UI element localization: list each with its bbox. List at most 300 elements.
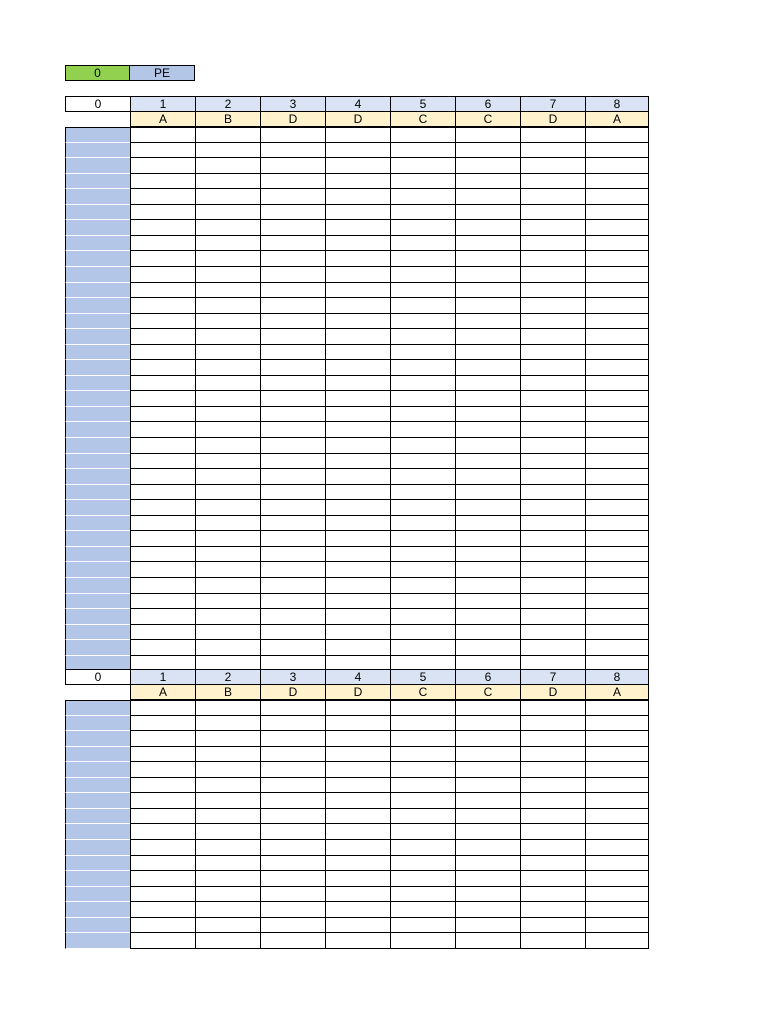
- student-answer-cell[interactable]: [455, 283, 520, 298]
- student-answer-cell[interactable]: [325, 933, 390, 949]
- student-answer-cell[interactable]: [130, 438, 195, 454]
- student-answer-cell[interactable]: [260, 189, 325, 205]
- answer-key-cell[interactable]: A: [585, 112, 649, 127]
- student-answer-cell[interactable]: [325, 329, 390, 345]
- student-answer-cell[interactable]: [260, 700, 325, 716]
- student-answer-cell[interactable]: [195, 143, 260, 158]
- student-answer-cell[interactable]: [195, 329, 260, 345]
- student-answer-cell[interactable]: [585, 516, 649, 531]
- student-answer-cell[interactable]: [520, 625, 585, 640]
- student-answer-cell[interactable]: [260, 454, 325, 469]
- student-answer-cell[interactable]: [325, 871, 390, 887]
- student-answer-cell[interactable]: [585, 578, 649, 594]
- student-answer-cell[interactable]: [325, 376, 390, 391]
- student-answer-cell[interactable]: [585, 824, 649, 840]
- student-answer-cell[interactable]: [390, 205, 455, 220]
- answer-key-cell[interactable]: D: [325, 685, 391, 700]
- question-number-cell[interactable]: 1: [130, 96, 196, 112]
- student-name-cell[interactable]: [65, 500, 130, 516]
- student-name-cell[interactable]: [65, 360, 130, 376]
- student-answer-cell[interactable]: [390, 747, 455, 762]
- student-answer-cell[interactable]: [260, 251, 325, 267]
- student-name-cell[interactable]: [65, 809, 130, 824]
- student-answer-cell[interactable]: [455, 902, 520, 918]
- student-answer-cell[interactable]: [325, 856, 390, 871]
- student-name-cell[interactable]: [65, 127, 130, 143]
- student-name-cell[interactable]: [65, 454, 130, 469]
- student-answer-cell[interactable]: [325, 454, 390, 469]
- student-answer-cell[interactable]: [585, 298, 649, 314]
- student-answer-cell[interactable]: [130, 840, 195, 856]
- student-answer-cell[interactable]: [585, 747, 649, 762]
- student-answer-cell[interactable]: [260, 391, 325, 407]
- corner-cell[interactable]: 0: [65, 669, 131, 685]
- student-answer-cell[interactable]: [325, 747, 390, 762]
- student-answer-cell[interactable]: [195, 762, 260, 778]
- student-name-cell[interactable]: [65, 902, 130, 918]
- student-answer-cell[interactable]: [585, 871, 649, 887]
- student-answer-cell[interactable]: [325, 251, 390, 267]
- student-name-cell[interactable]: [65, 918, 130, 933]
- student-answer-cell[interactable]: [260, 422, 325, 438]
- student-answer-cell[interactable]: [520, 143, 585, 158]
- student-answer-cell[interactable]: [585, 762, 649, 778]
- student-answer-cell[interactable]: [260, 485, 325, 500]
- student-answer-cell[interactable]: [130, 407, 195, 422]
- student-answer-cell[interactable]: [130, 391, 195, 407]
- student-name-cell[interactable]: [65, 716, 130, 731]
- student-answer-cell[interactable]: [195, 824, 260, 840]
- student-answer-cell[interactable]: [390, 716, 455, 731]
- student-answer-cell[interactable]: [585, 562, 649, 578]
- corner-cell[interactable]: 0: [65, 96, 131, 112]
- student-answer-cell[interactable]: [520, 236, 585, 251]
- student-answer-cell[interactable]: [130, 594, 195, 609]
- student-answer-cell[interactable]: [325, 174, 390, 189]
- student-name-cell[interactable]: [65, 298, 130, 314]
- student-answer-cell[interactable]: [195, 485, 260, 500]
- student-answer-cell[interactable]: [260, 360, 325, 376]
- student-answer-cell[interactable]: [585, 933, 649, 949]
- student-answer-cell[interactable]: [130, 174, 195, 189]
- student-answer-cell[interactable]: [520, 516, 585, 531]
- student-answer-cell[interactable]: [130, 887, 195, 902]
- student-answer-cell[interactable]: [260, 871, 325, 887]
- student-answer-cell[interactable]: [390, 220, 455, 236]
- student-answer-cell[interactable]: [585, 283, 649, 298]
- student-answer-cell[interactable]: [390, 700, 455, 716]
- student-answer-cell[interactable]: [520, 189, 585, 205]
- student-answer-cell[interactable]: [260, 778, 325, 793]
- student-answer-cell[interactable]: [195, 422, 260, 438]
- student-answer-cell[interactable]: [260, 933, 325, 949]
- student-answer-cell[interactable]: [195, 793, 260, 809]
- student-answer-cell[interactable]: [325, 609, 390, 625]
- student-answer-cell[interactable]: [390, 824, 455, 840]
- student-answer-cell[interactable]: [390, 902, 455, 918]
- student-name-cell[interactable]: [65, 251, 130, 267]
- student-answer-cell[interactable]: [455, 762, 520, 778]
- student-answer-cell[interactable]: [455, 391, 520, 407]
- student-answer-cell[interactable]: [325, 220, 390, 236]
- student-answer-cell[interactable]: [195, 562, 260, 578]
- student-answer-cell[interactable]: [325, 902, 390, 918]
- student-answer-cell[interactable]: [325, 469, 390, 485]
- student-answer-cell[interactable]: [455, 594, 520, 609]
- student-name-cell[interactable]: [65, 422, 130, 438]
- student-answer-cell[interactable]: [195, 283, 260, 298]
- student-answer-cell[interactable]: [260, 267, 325, 283]
- student-answer-cell[interactable]: [390, 500, 455, 516]
- student-answer-cell[interactable]: [260, 438, 325, 454]
- student-name-cell[interactable]: [65, 640, 130, 656]
- student-answer-cell[interactable]: [260, 562, 325, 578]
- student-answer-cell[interactable]: [390, 640, 455, 656]
- student-answer-cell[interactable]: [585, 454, 649, 469]
- student-answer-cell[interactable]: [260, 578, 325, 594]
- student-name-cell[interactable]: [65, 762, 130, 778]
- student-answer-cell[interactable]: [585, 407, 649, 422]
- student-answer-cell[interactable]: [520, 174, 585, 189]
- student-answer-cell[interactable]: [130, 778, 195, 793]
- student-answer-cell[interactable]: [130, 298, 195, 314]
- student-answer-cell[interactable]: [585, 314, 649, 329]
- student-answer-cell[interactable]: [130, 609, 195, 625]
- student-answer-cell[interactable]: [130, 700, 195, 716]
- student-name-cell[interactable]: [65, 824, 130, 840]
- student-answer-cell[interactable]: [585, 902, 649, 918]
- student-answer-cell[interactable]: [130, 547, 195, 562]
- student-answer-cell[interactable]: [195, 205, 260, 220]
- question-number-cell[interactable]: 8: [585, 669, 649, 685]
- student-answer-cell[interactable]: [455, 856, 520, 871]
- student-answer-cell[interactable]: [390, 762, 455, 778]
- class-tag[interactable]: PE: [129, 65, 195, 81]
- student-name-cell[interactable]: [65, 485, 130, 500]
- question-number-cell[interactable]: 4: [325, 96, 391, 112]
- student-answer-cell[interactable]: [325, 824, 390, 840]
- student-name-cell[interactable]: [65, 329, 130, 345]
- student-answer-cell[interactable]: [585, 809, 649, 824]
- student-answer-cell[interactable]: [195, 438, 260, 454]
- answer-key-cell[interactable]: D: [260, 685, 326, 700]
- student-answer-cell[interactable]: [390, 236, 455, 251]
- student-answer-cell[interactable]: [585, 391, 649, 407]
- student-answer-cell[interactable]: [325, 314, 390, 329]
- student-answer-cell[interactable]: [585, 625, 649, 640]
- student-name-cell[interactable]: [65, 469, 130, 485]
- student-answer-cell[interactable]: [585, 856, 649, 871]
- student-answer-cell[interactable]: [455, 485, 520, 500]
- student-name-cell[interactable]: [65, 267, 130, 283]
- student-answer-cell[interactable]: [195, 716, 260, 731]
- student-answer-cell[interactable]: [325, 485, 390, 500]
- student-answer-cell[interactable]: [455, 189, 520, 205]
- student-answer-cell[interactable]: [325, 640, 390, 656]
- student-answer-cell[interactable]: [455, 205, 520, 220]
- student-answer-cell[interactable]: [130, 360, 195, 376]
- student-answer-cell[interactable]: [455, 267, 520, 283]
- student-answer-cell[interactable]: [520, 220, 585, 236]
- student-answer-cell[interactable]: [455, 174, 520, 189]
- student-name-cell[interactable]: [65, 391, 130, 407]
- student-answer-cell[interactable]: [325, 158, 390, 174]
- student-answer-cell[interactable]: [325, 500, 390, 516]
- student-answer-cell[interactable]: [520, 205, 585, 220]
- student-answer-cell[interactable]: [585, 422, 649, 438]
- student-answer-cell[interactable]: [260, 594, 325, 609]
- student-answer-cell[interactable]: [585, 594, 649, 609]
- student-answer-cell[interactable]: [520, 531, 585, 547]
- student-answer-cell[interactable]: [130, 856, 195, 871]
- student-answer-cell[interactable]: [325, 516, 390, 531]
- student-answer-cell[interactable]: [585, 329, 649, 345]
- student-answer-cell[interactable]: [130, 578, 195, 594]
- student-answer-cell[interactable]: [585, 716, 649, 731]
- student-answer-cell[interactable]: [130, 625, 195, 640]
- student-answer-cell[interactable]: [195, 531, 260, 547]
- student-answer-cell[interactable]: [390, 918, 455, 933]
- student-name-cell[interactable]: [65, 205, 130, 220]
- student-answer-cell[interactable]: [520, 871, 585, 887]
- student-answer-cell[interactable]: [260, 516, 325, 531]
- student-answer-cell[interactable]: [325, 345, 390, 360]
- student-answer-cell[interactable]: [520, 933, 585, 949]
- student-answer-cell[interactable]: [455, 609, 520, 625]
- student-answer-cell[interactable]: [455, 469, 520, 485]
- student-name-cell[interactable]: [65, 143, 130, 158]
- student-name-cell[interactable]: [65, 376, 130, 391]
- student-name-cell[interactable]: [65, 562, 130, 578]
- student-answer-cell[interactable]: [195, 578, 260, 594]
- student-answer-cell[interactable]: [520, 283, 585, 298]
- student-answer-cell[interactable]: [195, 731, 260, 747]
- question-number-cell[interactable]: 1: [130, 669, 196, 685]
- answer-key-cell[interactable]: D: [520, 112, 586, 127]
- answer-key-cell[interactable]: B: [195, 685, 261, 700]
- student-answer-cell[interactable]: [585, 174, 649, 189]
- student-answer-cell[interactable]: [260, 469, 325, 485]
- student-name-cell[interactable]: [65, 438, 130, 454]
- answer-key-cell[interactable]: A: [585, 685, 649, 700]
- student-answer-cell[interactable]: [520, 731, 585, 747]
- answer-key-cell[interactable]: A: [130, 685, 196, 700]
- student-name-cell[interactable]: [65, 516, 130, 531]
- answer-key-cell[interactable]: C: [390, 685, 456, 700]
- student-answer-cell[interactable]: [195, 360, 260, 376]
- student-answer-cell[interactable]: [455, 933, 520, 949]
- student-answer-cell[interactable]: [520, 438, 585, 454]
- student-answer-cell[interactable]: [195, 127, 260, 143]
- student-answer-cell[interactable]: [455, 625, 520, 640]
- student-answer-cell[interactable]: [520, 267, 585, 283]
- student-answer-cell[interactable]: [390, 809, 455, 824]
- student-answer-cell[interactable]: [260, 793, 325, 809]
- student-answer-cell[interactable]: [260, 158, 325, 174]
- student-answer-cell[interactable]: [195, 778, 260, 793]
- student-answer-cell[interactable]: [390, 469, 455, 485]
- student-answer-cell[interactable]: [520, 329, 585, 345]
- student-answer-cell[interactable]: [585, 840, 649, 856]
- student-answer-cell[interactable]: [520, 127, 585, 143]
- student-answer-cell[interactable]: [130, 469, 195, 485]
- answer-key-cell[interactable]: D: [520, 685, 586, 700]
- student-answer-cell[interactable]: [325, 236, 390, 251]
- student-answer-cell[interactable]: [325, 778, 390, 793]
- student-answer-cell[interactable]: [325, 887, 390, 902]
- student-answer-cell[interactable]: [260, 376, 325, 391]
- student-answer-cell[interactable]: [195, 871, 260, 887]
- student-answer-cell[interactable]: [585, 700, 649, 716]
- student-answer-cell[interactable]: [520, 345, 585, 360]
- student-answer-cell[interactable]: [390, 625, 455, 640]
- student-answer-cell[interactable]: [585, 778, 649, 793]
- student-answer-cell[interactable]: [390, 376, 455, 391]
- student-answer-cell[interactable]: [390, 578, 455, 594]
- student-answer-cell[interactable]: [325, 360, 390, 376]
- student-answer-cell[interactable]: [195, 220, 260, 236]
- student-answer-cell[interactable]: [390, 360, 455, 376]
- student-answer-cell[interactable]: [390, 731, 455, 747]
- student-answer-cell[interactable]: [260, 716, 325, 731]
- student-answer-cell[interactable]: [390, 516, 455, 531]
- student-answer-cell[interactable]: [325, 762, 390, 778]
- student-answer-cell[interactable]: [130, 127, 195, 143]
- student-answer-cell[interactable]: [260, 236, 325, 251]
- student-answer-cell[interactable]: [455, 747, 520, 762]
- student-answer-cell[interactable]: [455, 143, 520, 158]
- answer-key-cell[interactable]: C: [390, 112, 456, 127]
- student-name-cell[interactable]: [65, 236, 130, 251]
- student-answer-cell[interactable]: [325, 716, 390, 731]
- student-answer-cell[interactable]: [260, 731, 325, 747]
- student-answer-cell[interactable]: [585, 267, 649, 283]
- student-answer-cell[interactable]: [325, 700, 390, 716]
- student-answer-cell[interactable]: [130, 454, 195, 469]
- student-answer-cell[interactable]: [520, 578, 585, 594]
- question-number-cell[interactable]: 5: [390, 669, 456, 685]
- student-answer-cell[interactable]: [195, 391, 260, 407]
- student-answer-cell[interactable]: [520, 500, 585, 516]
- student-answer-cell[interactable]: [585, 793, 649, 809]
- student-answer-cell[interactable]: [130, 189, 195, 205]
- question-number-cell[interactable]: 4: [325, 669, 391, 685]
- student-answer-cell[interactable]: [195, 918, 260, 933]
- student-answer-cell[interactable]: [520, 485, 585, 500]
- student-name-cell[interactable]: [65, 778, 130, 793]
- student-answer-cell[interactable]: [585, 500, 649, 516]
- student-answer-cell[interactable]: [260, 609, 325, 625]
- student-answer-cell[interactable]: [195, 454, 260, 469]
- student-answer-cell[interactable]: [195, 516, 260, 531]
- student-answer-cell[interactable]: [390, 174, 455, 189]
- student-answer-cell[interactable]: [130, 562, 195, 578]
- question-number-cell[interactable]: 6: [455, 96, 521, 112]
- student-answer-cell[interactable]: [260, 143, 325, 158]
- student-answer-cell[interactable]: [195, 933, 260, 949]
- student-answer-cell[interactable]: [520, 887, 585, 902]
- student-answer-cell[interactable]: [455, 731, 520, 747]
- student-answer-cell[interactable]: [130, 731, 195, 747]
- student-answer-cell[interactable]: [195, 314, 260, 329]
- student-answer-cell[interactable]: [130, 485, 195, 500]
- student-answer-cell[interactable]: [260, 205, 325, 220]
- student-answer-cell[interactable]: [390, 793, 455, 809]
- student-answer-cell[interactable]: [130, 809, 195, 824]
- student-answer-cell[interactable]: [585, 236, 649, 251]
- student-answer-cell[interactable]: [260, 856, 325, 871]
- student-answer-cell[interactable]: [390, 298, 455, 314]
- student-name-cell[interactable]: [65, 933, 130, 949]
- student-answer-cell[interactable]: [195, 625, 260, 640]
- student-answer-cell[interactable]: [455, 438, 520, 454]
- student-answer-cell[interactable]: [260, 625, 325, 640]
- student-answer-cell[interactable]: [195, 887, 260, 902]
- student-answer-cell[interactable]: [195, 469, 260, 485]
- student-answer-cell[interactable]: [325, 578, 390, 594]
- student-answer-cell[interactable]: [520, 778, 585, 793]
- student-name-cell[interactable]: [65, 407, 130, 422]
- student-answer-cell[interactable]: [390, 856, 455, 871]
- student-answer-cell[interactable]: [130, 871, 195, 887]
- student-name-cell[interactable]: [65, 578, 130, 594]
- student-answer-cell[interactable]: [130, 251, 195, 267]
- student-answer-cell[interactable]: [130, 205, 195, 220]
- student-answer-cell[interactable]: [260, 329, 325, 345]
- student-answer-cell[interactable]: [130, 422, 195, 438]
- student-answer-cell[interactable]: [455, 407, 520, 422]
- student-answer-cell[interactable]: [195, 747, 260, 762]
- student-answer-cell[interactable]: [195, 609, 260, 625]
- student-name-cell[interactable]: [65, 531, 130, 547]
- answer-key-cell[interactable]: A: [130, 112, 196, 127]
- student-answer-cell[interactable]: [455, 500, 520, 516]
- student-answer-cell[interactable]: [520, 594, 585, 609]
- question-number-cell[interactable]: 7: [520, 669, 586, 685]
- student-name-cell[interactable]: [65, 887, 130, 902]
- student-name-cell[interactable]: [65, 731, 130, 747]
- student-answer-cell[interactable]: [390, 189, 455, 205]
- score-tag[interactable]: 0: [65, 65, 130, 81]
- student-answer-cell[interactable]: [260, 127, 325, 143]
- student-answer-cell[interactable]: [520, 793, 585, 809]
- student-answer-cell[interactable]: [195, 174, 260, 189]
- student-answer-cell[interactable]: [455, 840, 520, 856]
- student-answer-cell[interactable]: [455, 887, 520, 902]
- student-answer-cell[interactable]: [585, 531, 649, 547]
- student-answer-cell[interactable]: [195, 547, 260, 562]
- student-answer-cell[interactable]: [325, 205, 390, 220]
- student-answer-cell[interactable]: [260, 174, 325, 189]
- student-answer-cell[interactable]: [195, 298, 260, 314]
- student-answer-cell[interactable]: [520, 360, 585, 376]
- student-answer-cell[interactable]: [455, 127, 520, 143]
- student-answer-cell[interactable]: [390, 871, 455, 887]
- student-answer-cell[interactable]: [195, 407, 260, 422]
- student-answer-cell[interactable]: [390, 283, 455, 298]
- student-answer-cell[interactable]: [260, 809, 325, 824]
- student-answer-cell[interactable]: [455, 236, 520, 251]
- student-name-cell[interactable]: [65, 793, 130, 809]
- student-answer-cell[interactable]: [130, 640, 195, 656]
- student-answer-cell[interactable]: [260, 824, 325, 840]
- student-answer-cell[interactable]: [195, 189, 260, 205]
- student-answer-cell[interactable]: [130, 267, 195, 283]
- student-name-cell[interactable]: [65, 840, 130, 856]
- student-answer-cell[interactable]: [520, 314, 585, 329]
- student-answer-cell[interactable]: [130, 220, 195, 236]
- student-answer-cell[interactable]: [325, 267, 390, 283]
